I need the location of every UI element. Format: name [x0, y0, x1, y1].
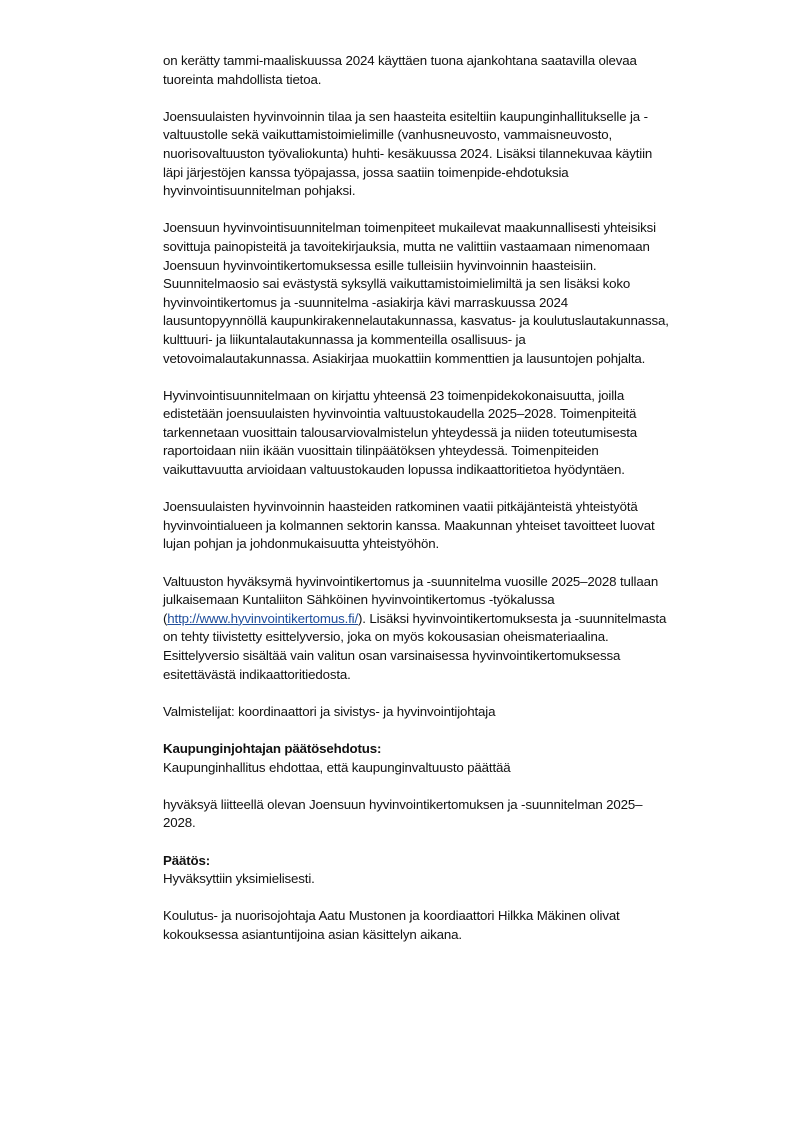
text-line: Suunnitelmaosio sai evästystä syksyllä vaikuttamistoimielimiltä ja sen lisäksi koko	[163, 276, 631, 292]
paragraph-measures	[163, 219, 743, 368]
proposal-section	[163, 740, 743, 777]
text-line: nuorisovaltuuston työvaliokunta) huhti- kesäkuussa 2024. Lisäksi tilannekuvaa käytiin	[163, 145, 653, 161]
text-line: hyvinvointialueen ja kolmannen sektorin kanssa. Maakunnan yhteiset tavoitteet luovat	[163, 517, 655, 533]
text-line: Joensuun hyvinvointisuunnitelman toimenpiteet mukailevat maakunnallisesti yhteisiksi	[163, 220, 656, 236]
text-line: Joensuulaisten hyvinvoinnin tilaa ja sen haasteita esiteltiin kaupunginhallitukselle ja -	[163, 108, 648, 124]
proposal-intro: Kaupunginhallitus ehdottaa, että kaupunginvaltuusto päättää	[163, 759, 511, 775]
link-trailing-text: ). Lisäksi hyvinvointikertomuksesta ja -suunnitelmasta	[358, 610, 667, 626]
paragraph-action-count	[163, 387, 743, 480]
preparers-text: Valmistelijat: koordinaattori ja sivistys- ja hyvinvointijohtaja	[163, 703, 496, 719]
text-line-with-link	[163, 610, 743, 629]
text-line: edistetään joensuulaisten hyvinvointia valtuustokaudella 2025–2028. Toimenpiteitä	[163, 406, 637, 422]
text-line: esitettävästä indikaattoritiedosta.	[163, 666, 351, 682]
text-line: vaikuttavuutta arvioidaan valtuustokauden lopussa indikaattoritietoa hyödyntäen.	[163, 462, 625, 478]
text-line: raportoidaan niin ikään vuosittain tilinpäätöksen yhteydessä. Toimenpiteiden	[163, 443, 599, 459]
text-line: on kerätty tammi-maaliskuussa 2024 käyttäen tuona ajankohtana saatavilla olevaa	[163, 53, 637, 68]
text-line: hyvinvointikertomus ja -suunnitelma -asiakirja kävi marraskuussa 2024	[163, 294, 568, 310]
text-line: tuoreinta mahdollista tietoa.	[163, 71, 322, 87]
paragraph-publication	[163, 573, 743, 685]
text-line: kulttuuri- ja liikuntalautakunnassa ja kommenteilla osallisuus- ja	[163, 331, 526, 347]
paragraph-cooperation	[163, 498, 743, 554]
decision-section	[163, 852, 743, 889]
decision-heading: Päätös:	[163, 852, 210, 868]
text-line: hyvinvointisuunnitelman pohjaksi.	[163, 183, 356, 199]
paragraph-preparers	[163, 703, 743, 722]
text-line: Valtuuston hyväksymä hyvinvointikertomus ja -suunnitelma vuosille 2025–2028 tullaan	[163, 573, 659, 589]
text-line: Koulutus- ja nuorisojohtaja Aatu Mustonen ja koordiaattori Hilkka Mäkinen olivat	[163, 908, 620, 924]
proposal-heading: Kaupunginjohtajan päätösehdotus:	[163, 740, 382, 756]
paragraph-data-collection	[163, 52, 743, 89]
text-line: lujan pohjan ja johdonmukaisuutta yhteistyöhön.	[163, 536, 440, 552]
hyvinvointikertomus-link[interactable]: http://www.hyvinvointikertomus.fi/	[167, 610, 359, 626]
text-line: lausuntopyynnöllä kaupunkirakennelautakunnassa, kasvatus- ja koulutuslautakunnassa,	[163, 313, 669, 329]
text-line: sovittuja painopisteitä ja tavoitekirjauksia, mutta ne valittiin vastaamaan nimenomaan	[163, 238, 650, 254]
proposal-item	[163, 796, 743, 833]
document-page	[163, 52, 743, 963]
text-line: Hyvinvointisuunnitelmaan on kirjattu yhteensä 23 toimenpidekokonaisuutta, joilla	[163, 387, 625, 403]
text-line: vetovoimalautakunnassa. Asiakirjaa muokattiin kommenttien ja lausuntojen pohjalta.	[163, 350, 646, 366]
text-line: valtuustolle sekä vaikuttamistoimielimille (vanhusneuvosto, vammaisneuvosto,	[163, 127, 613, 143]
text-line: julkaisemaan Kuntaliiton Sähköinen hyvinvointikertomus -työkalussa	[163, 592, 555, 608]
paragraph-experts	[163, 907, 743, 944]
text-line: 2028.	[163, 815, 196, 831]
text-line: läpi järjestöjen kanssa työpajassa, jossa saatiin toimenpide-ehdotuksia	[163, 164, 569, 180]
decision-text: Hyväksyttiin yksimielisesti.	[163, 871, 315, 887]
paragraph-presentation	[163, 108, 743, 201]
text-line: Esittelyversio sisältää vain valitun osan varsinaisessa hyvinvointikertomuksessa	[163, 648, 621, 663]
text-line: on tehty tiivistetty esittelyversio, joka on myös kokousasian oheismateriaalina.	[163, 629, 609, 645]
text-line: Joensuun hyvinvointikertomuksessa esille tulleisiin hyvinvoinnin haasteisiin.	[163, 257, 597, 273]
text-line: kokouksessa asiantuntijoina asian käsittelyn aikana.	[163, 926, 462, 942]
text-line: hyväksyä liitteellä olevan Joensuun hyvinvointikertomuksen ja -suunnitelman 2025–	[163, 796, 643, 812]
text-line: Joensuulaisten hyvinvoinnin haasteiden ratkominen vaatii pitkäjänteistä yhteistyötä	[163, 499, 638, 515]
paren-open: (	[163, 610, 168, 626]
text-line: tarkennetaan vuosittain talousarviovalmistelun yhteydessä ja niiden toteutumisesta	[163, 424, 638, 440]
